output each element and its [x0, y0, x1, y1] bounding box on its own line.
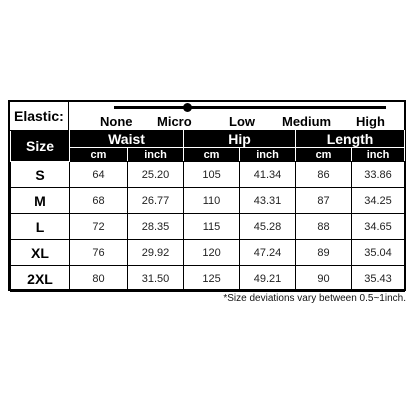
value-cell: 72	[70, 214, 128, 240]
elastic-scale-line	[114, 106, 386, 109]
elastic-label: Elastic:	[10, 102, 69, 130]
value-cell: 90	[296, 266, 352, 292]
length-header: Length	[296, 131, 405, 148]
table-row	[11, 266, 405, 292]
elastic-level-high: High	[356, 114, 385, 129]
elastic-level-low: Low	[229, 114, 255, 129]
value-cell: 120	[184, 240, 240, 266]
unit-header: inch	[128, 148, 184, 162]
value-cell: 49.21	[240, 266, 296, 292]
unit-header: cm	[296, 148, 352, 162]
value-cell: 87	[296, 188, 352, 214]
value-cell: 110	[184, 188, 240, 214]
elastic-selected-marker	[183, 103, 192, 112]
group-header-row	[11, 131, 405, 148]
value-cell: 80	[70, 266, 128, 292]
size-chart	[8, 100, 406, 291]
value-cell: 34.25	[352, 188, 405, 214]
size-table	[10, 130, 405, 292]
value-cell: 35.43	[352, 266, 405, 292]
size-cell: S	[11, 162, 70, 188]
value-cell: 26.77	[128, 188, 184, 214]
value-cell: 25.20	[128, 162, 184, 188]
table-row	[11, 162, 405, 188]
value-cell: 115	[184, 214, 240, 240]
unit-header: inch	[240, 148, 296, 162]
hip-header: Hip	[184, 131, 296, 148]
table-row	[11, 214, 405, 240]
value-cell: 35.04	[352, 240, 405, 266]
elastic-level-medium: Medium	[282, 114, 332, 129]
value-cell: 105	[184, 162, 240, 188]
value-cell: 34.65	[352, 214, 405, 240]
elastic-row	[10, 102, 404, 131]
unit-header-row	[11, 148, 405, 162]
table-row	[11, 188, 405, 214]
elastic-levels	[98, 114, 398, 130]
value-cell: 45.28	[240, 214, 296, 240]
value-cell: 29.92	[128, 240, 184, 266]
value-cell: 43.31	[240, 188, 296, 214]
unit-header: cm	[184, 148, 240, 162]
value-cell: 125	[184, 266, 240, 292]
value-cell: 89	[296, 240, 352, 266]
value-cell: 31.50	[128, 266, 184, 292]
size-cell: XL	[11, 240, 70, 266]
value-cell: 33.86	[352, 162, 405, 188]
value-cell: 86	[296, 162, 352, 188]
value-cell: 28.35	[128, 214, 184, 240]
value-cell: 76	[70, 240, 128, 266]
size-cell: 2XL	[11, 266, 70, 292]
size-deviation-note: *Size deviations vary between 0.5~1inch.	[223, 293, 406, 304]
value-cell: 41.34	[240, 162, 296, 188]
table-row	[11, 240, 405, 266]
elastic-level-none: None	[100, 114, 133, 129]
size-column-header: Size	[11, 131, 70, 162]
waist-header: Waist	[70, 131, 184, 148]
size-cell: L	[11, 214, 70, 240]
value-cell: 47.24	[240, 240, 296, 266]
elastic-level-micro: Micro	[157, 114, 192, 129]
unit-header: cm	[70, 148, 128, 162]
value-cell: 68	[70, 188, 128, 214]
value-cell: 64	[70, 162, 128, 188]
value-cell: 88	[296, 214, 352, 240]
size-cell: M	[11, 188, 70, 214]
unit-header: inch	[352, 148, 405, 162]
